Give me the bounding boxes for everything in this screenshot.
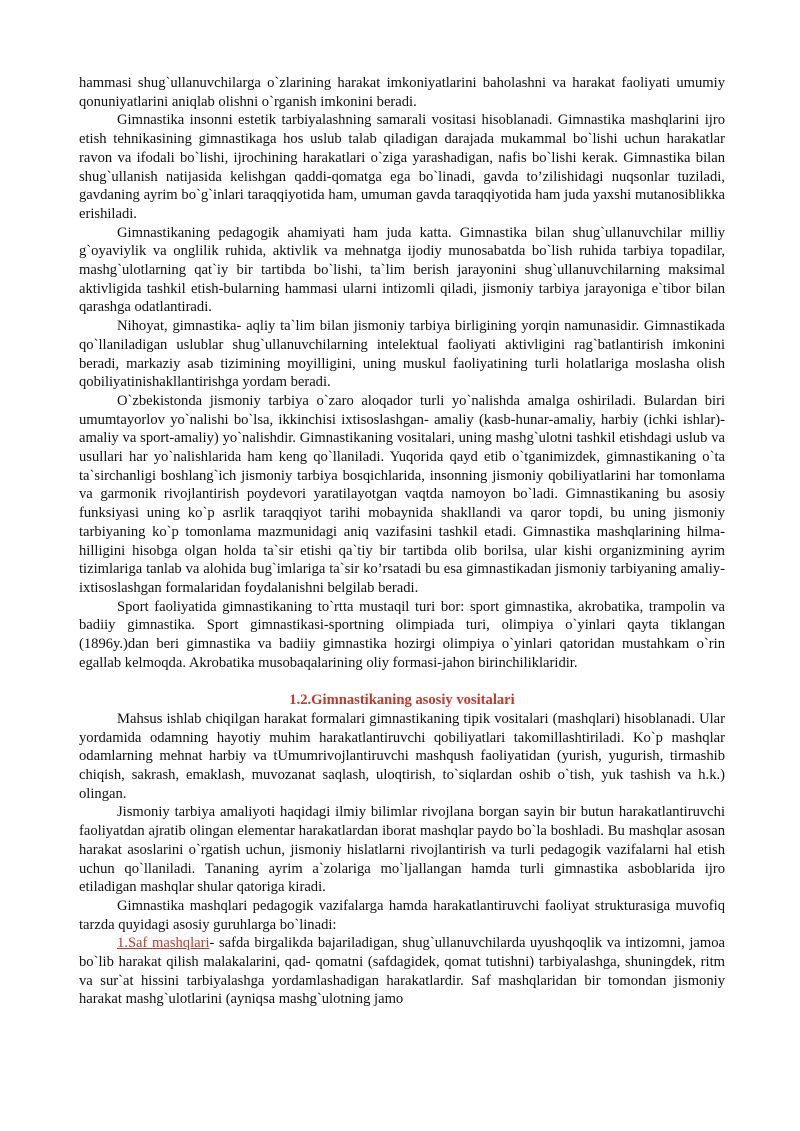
list-item-text: - safda birgalikda bajariladigan, shug`ullanuvchilarda uyushqoqlik va intizomni, jamoa bo`lib harakat qilish malakalarini, qad- qomatni (safdagidek, qomat tutishni) tarbiyalashga, shuningdek, ritm va sur`at hissini tarbiyalashga yordamlashadigan harakatlardir. Saf mashqlaridan bir tomondan jismoniy harakat mashg`ulotlarini (ayniqsa mashg`ulotning jamo <box>79 935 725 1008</box>
section-heading: 1.2.Gimnastikaning asosiy vositalari <box>289 692 515 709</box>
paragraph: Gimnastika mashqlari pedagogik vazifalarga hamda harakatlantiruvchi faoliyat strukturasiga muvofiq tarzda quyidagi asosiy guruhlarga bo`linadi: <box>79 897 725 933</box>
paragraph: Mahsus ishlab chiqilgan harakat formalari gimnastikaning tipik vositalari (mashqlari) hisoblanadi. Ular yordamida odamning hayotiy muhim harakatlantiruvchi qobiliyatlari takomillashtiriladi. Ko`p mashqlar odamlarning mehnat harbiy va tUmumrivojlantiruvchi mashqush faoliyatidan (yurish, yugurish, tirmashib chiqish, sakrash, emaklash, muvozanat saqlash, uloqtirish, to`siqlardan oshib o`tish, yuk tashish va h.k.) olingan. <box>79 710 725 802</box>
paragraph: Gimnastika insonni estetik tarbiyalashning samarali vositasi hisoblanadi. Gimnastika mashqlarini ijro etish tehnikasining gimnastikaga hos uslub talab qiladigan darajada mukammal bo`lishi uchun harakatlar ravon va ifodali bo`lishi, ijrochining harakatlari o`ziga yarashadigan, nafis bo`lishi kerak. Gimnastika bilan shug`ullanish natijasida kelishgan qaddi-qomatga ega bo`linadi, gavda to’zilishidagi nuqsonlar tuziladi, gavdaning ayrim bo`g`inlari taraqqiyotida ham, umuman gavda taraqqiyotida ham juda yaxshi mutanosiblikka erishiladi. <box>79 112 725 222</box>
paragraph: Jismoniy tarbiya amaliyoti haqidagi ilmiy bilimlar rivojlana borgan sayin bir butun harakatlantiruvchi faoliyatdan ajratib olingan elementar harakatlardan iborat mashqlar paydo bo`la boshladi. Bu mashqlar asosan harakat asoslarini o`rgatish uchun, jismoniy hislatlarni rivojlantirish va turli pedagogik vazifalarni hal etish uchun qo`llaniladi. Tananing ayrim a`zolariga mo`ljallangan hamda turli gimnastika asboblarida ijro etiladigan mashqlar shular qatoriga kiradi. <box>79 804 725 896</box>
list-item <box>79 934 725 1009</box>
paragraph: Gimnastikaning pedagogik ahamiyati ham juda katta. Gimnastika bilan shug`ullanuvchilar milliy g`oyaviylik va onglilik ruhida, aktivlik va mehnatga ijodiy munosabatda bo`lish ruhida tarbiya topadilar, mashg`ulotlarning qat`iy bir tartibda bo`lishi, ta`lim berish jarayonini shug`ullanuvchilarning maksimal aktivligida tashkil etish-bularning hammasi ularni intizomli qiladi, jismoniy tarbiya jarayoniga e`tibor bilan qarashga odatlantiradi. <box>79 224 725 316</box>
paragraph: Sport faoliyatida gimnastikaning to`rtta mustaqil turi bor: sport gimnastika, akrobatika, trampolin va badiiy gimnastika. Sport gimnastikasi-sportning olimpiada turi, olimpiya o`yinlari qayta tiklangan (1896y.)dan beri gimnastika va badiiy gimnastika hozirgi olimpiya o`yinlari qatoridan mustahkam o`rin egallab kelmoqda. Akrobatika musobaqalarining oliy formasi-jahon birinchiliklaridir. <box>79 598 725 671</box>
paragraph: O`zbekistonda jismoniy tarbiya o`zaro aloqador turli yo`nalishda amalga oshiriladi. Bulardan biri umumtayorlov yo`nalishi bo`lsa, ikkinchisi ixtisoslashgan- amaliy (kasb-hunar-amaliy, harbiy (ichki ishlar)-amaliy va sport-amaliy) yo`nalishdir. Gimnastikaning vositalari, uning mashg`ulotni tashkil etishdagi uslub va usullari har yo`nalishlarida ham keng qo`llaniladi. Yuqorida qayd etib o`tganimizdek, gimnastikaning o`ta ta`sirchanligi boshlang`ich jismoniy tarbiya bosqichlarida, insonning jismoniy qobiliyatlarini har tomonlama va garmonik rivojlantirish poydevori yaratilayotgan vaqtda namoyon bo`ladi. Gimnastikaning bu asosiy funksiyasi uning ko`p asrlik taraqqiyot tarihi mobaynida shakllandi va qaror topdi, bu uning jismoniy tarbiyaning ko`p tomonlama mazmunidagi aniq vazifasini tashkil etadi. Gimnastika mashqlarining hilma-hilligini hisobga olgan holda ta`sir etishi qa`tiy bir tartibda olib borilsa, ular kishi organizmining ayrim tizimlariga tanlab va alohida bug`imlariga ta`sir ko’rsatadi bu esa gimnastikadan jismoniy tarbiyaning amaliy-ixtisoslashgan formalaridan foydalanishni belgilab beradi. <box>79 392 725 596</box>
paragraph: hammasi shug`ullanuvchilarga o`zlarining harakat imkoniyatlarini baholashni va harakat faoliyati umumiy qonuniyatlarini aniqlab olishni o`rganish imkonini beradi. <box>79 75 725 110</box>
paragraph: Nihoyat, gimnastika- aqliy ta`lim bilan jismoniy tarbiya birligining yorqin namunasidir. Gimnastikada qo`llaniladigan uslublar shug`ullanuvchilarning intelektual faoliyati aktivligini rag`batlantirish imkonini beradi, markaziy asab tizimining moyilligini, uning muskul faoliyatining turli holatlariga moslasha olish qobiliyatinishakllantirishga yordam beradi. <box>79 318 725 391</box>
saf-mashqlari-link[interactable]: 1.Saf mashqlari <box>117 935 210 952</box>
